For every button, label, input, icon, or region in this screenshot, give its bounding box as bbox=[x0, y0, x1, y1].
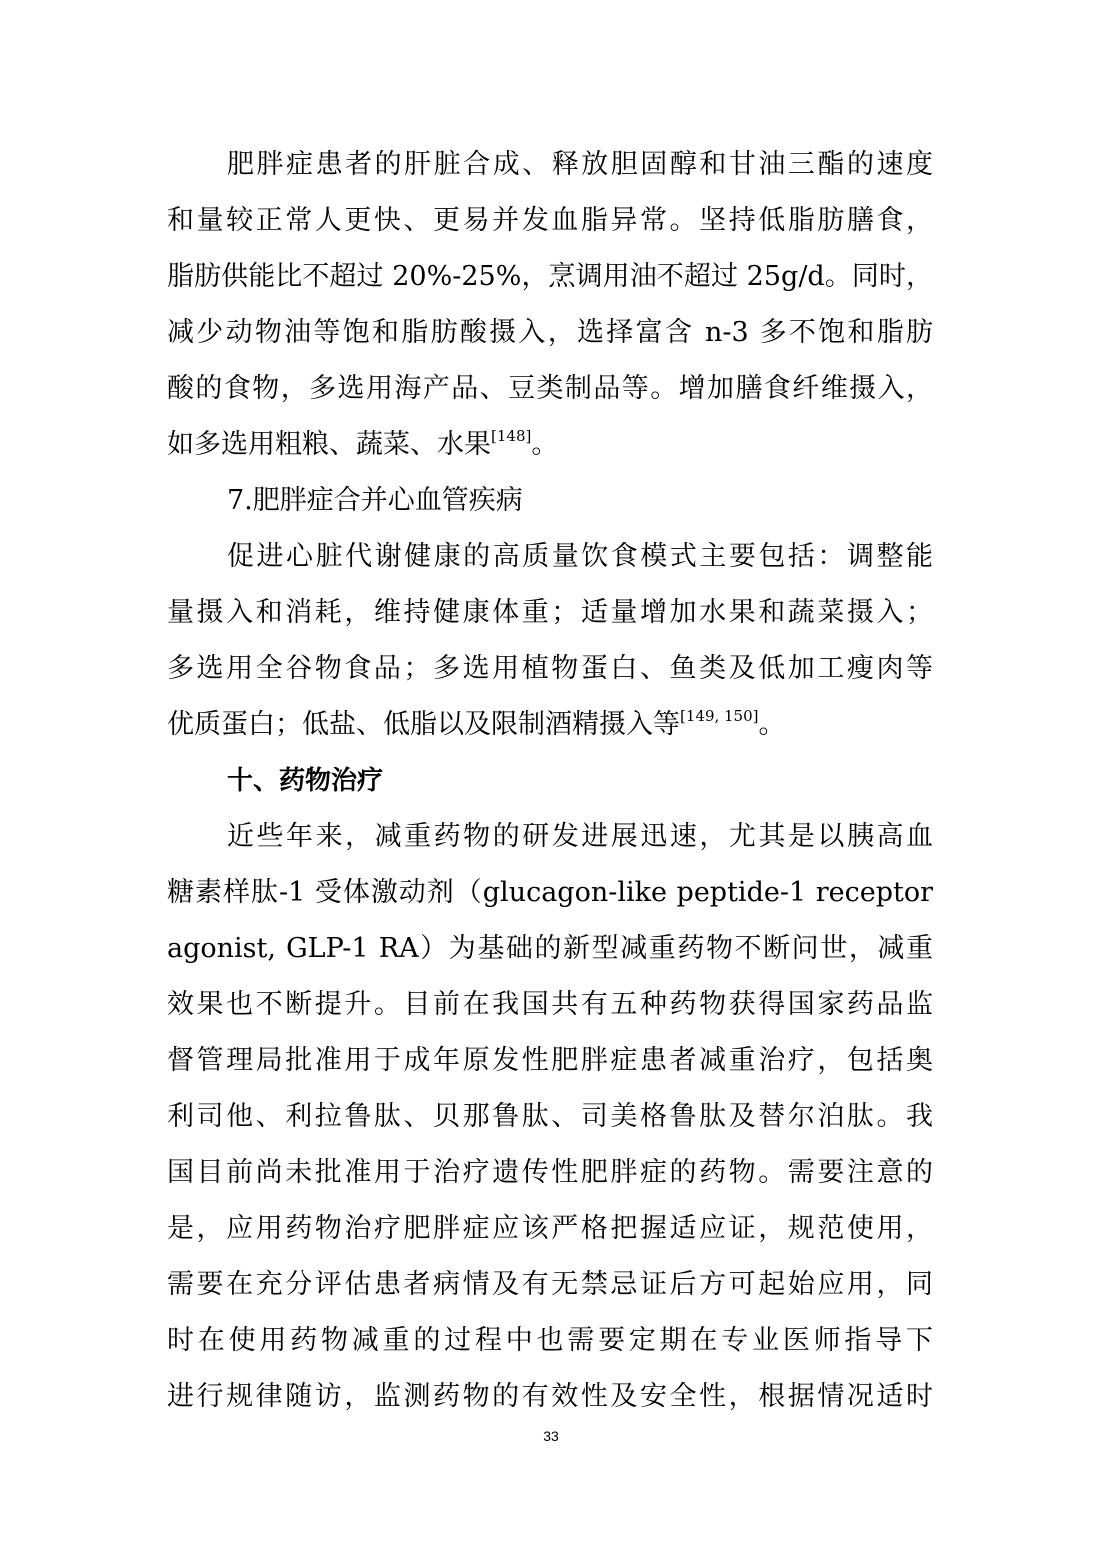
line-text: 如多选用粗粮、蔬菜、水果 bbox=[167, 429, 491, 460]
paragraph-line: 近些年来，减重药物的研发进展迅速，尤其是以胰高血 bbox=[227, 821, 933, 852]
paragraph-line: 督管理局批准用于成年原发性肥胖症患者减重治疗，包括奥 bbox=[167, 1045, 933, 1076]
section-heading: 十、药物治疗 bbox=[227, 766, 384, 796]
subsection-heading: 7.肥胖症合并心血管疾病 bbox=[227, 485, 523, 516]
paragraph-line: 时在使用药物减重的过程中也需要定期在专业医师指导下 bbox=[167, 1325, 933, 1356]
citation: [148] bbox=[491, 427, 532, 445]
period: 。 bbox=[758, 709, 786, 740]
paragraph-line: 效果也不断提升。目前在我国共有五种药物获得国家药品监 bbox=[167, 989, 933, 1020]
paragraph-line: 利司他、利拉鲁肽、贝那鲁肽、司美格鲁肽及替尔泊肽。我 bbox=[167, 1101, 933, 1132]
paragraph-line: agonist, GLP-1 RA）为基础的新型减重药物不断问世，减重 bbox=[167, 933, 933, 964]
citation: [149, 150] bbox=[680, 707, 759, 725]
line-text: 优质蛋白；低盐、低脂以及限制酒精摄入等 bbox=[167, 709, 680, 740]
paragraph-line bbox=[167, 417, 933, 473]
page-number: 33 bbox=[543, 1428, 559, 1444]
paragraph-line: 是，应用药物治疗肥胖症应该严格把握适应证，规范使用， bbox=[167, 1213, 933, 1244]
paragraph-line: 促进心脏代谢健康的高质量饮食模式主要包括：调整能 bbox=[227, 541, 933, 572]
paragraph-line bbox=[167, 697, 933, 753]
paragraph-line: 量摄入和消耗，维持健康体重；适量增加水果和蔬菜摄入； bbox=[167, 597, 933, 628]
body-text bbox=[167, 137, 933, 1425]
paragraph-line: 糖素样肽-1 受体激动剂（glucagon-like peptide-1 receptor bbox=[167, 877, 933, 908]
paragraph-line: 进行规律随访，监测药物的有效性及安全性，根据情况适时 bbox=[167, 1381, 933, 1412]
paragraph-line: 国目前尚未批准用于治疗遗传性肥胖症的药物。需要注意的 bbox=[167, 1157, 933, 1188]
period: 。 bbox=[531, 429, 559, 460]
paragraph-line: 和量较正常人更快、更易并发血脂异常。坚持低脂肪膳食， bbox=[167, 205, 933, 236]
paragraph-line: 脂肪供能比不超过 20%-25%，烹调用油不超过 25g/d。同时， bbox=[167, 261, 933, 292]
paragraph-line: 多选用全谷物食品；多选用植物蛋白、鱼类及低加工瘦肉等 bbox=[167, 653, 933, 684]
paragraph-line: 肥胖症患者的肝脏合成、释放胆固醇和甘油三酯的速度 bbox=[227, 149, 933, 180]
paragraph-line: 需要在充分评估患者病情及有无禁忌证后方可起始应用，同 bbox=[167, 1269, 933, 1300]
paragraph-line: 酸的食物，多选用海产品、豆类制品等。增加膳食纤维摄入， bbox=[167, 373, 933, 404]
paragraph-line: 减少动物油等饱和脂肪酸摄入，选择富含 n-3 多不饱和脂肪 bbox=[167, 317, 933, 348]
